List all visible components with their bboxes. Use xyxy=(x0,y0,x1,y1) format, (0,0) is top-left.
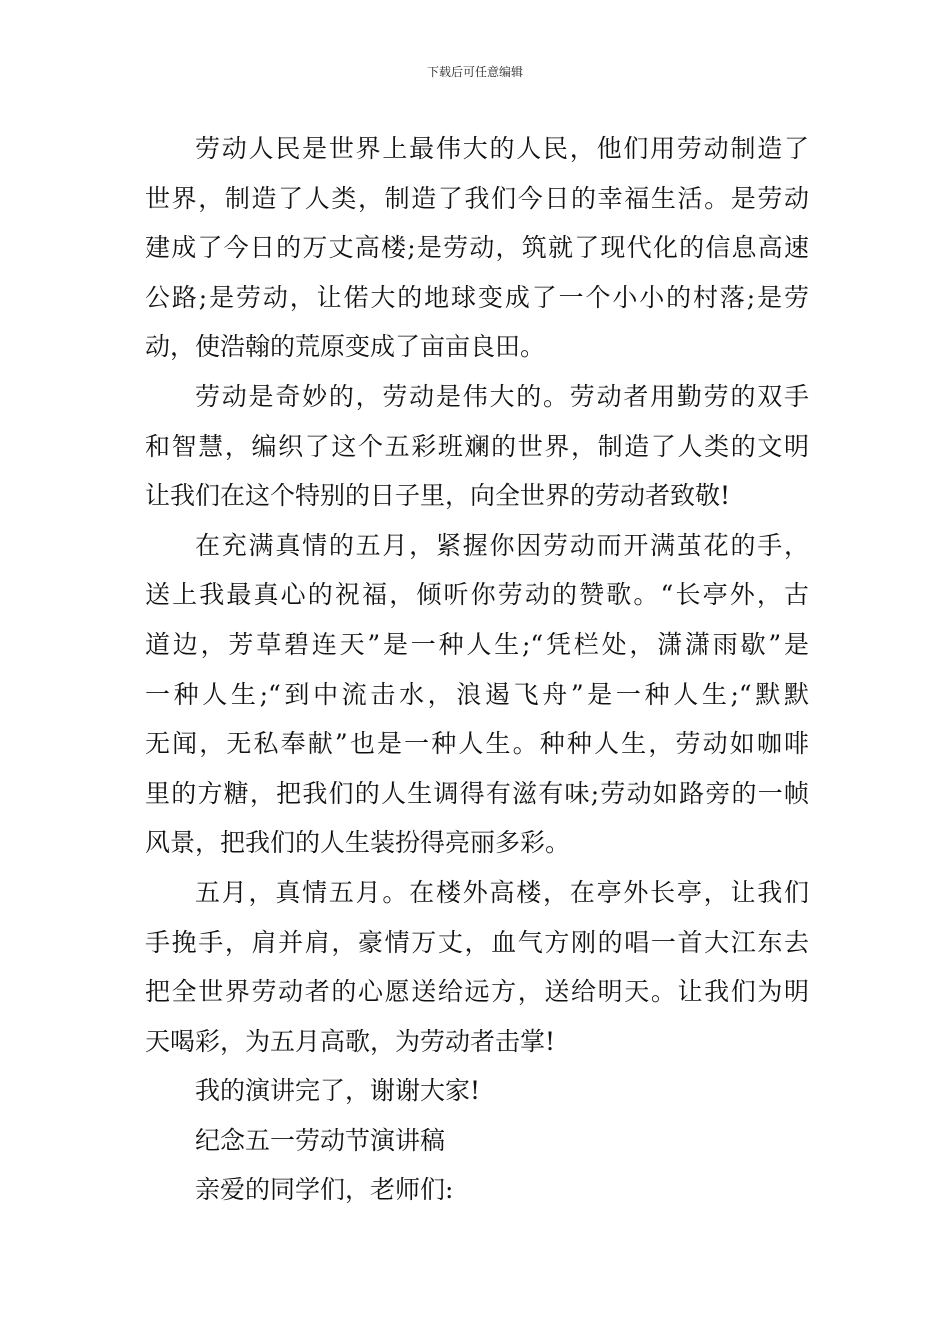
text-line: 把全世界劳动者的心愿送给远方，送给明天。让我们为明 xyxy=(145,977,809,1007)
text-line: 让我们在这个特别的日子里，向全世界的劳动者致敬! xyxy=(145,481,731,511)
text-line: 劳动是奇妙的，劳动是伟大的。劳动者用勤劳的双手 xyxy=(195,381,809,411)
text-line: 公路;是劳动，让偌大的地球变成了一个小小的村落;是劳 xyxy=(145,282,809,312)
text-line: 一种人生;“到中流击水，浪遏飞舟”是一种人生;“默默 xyxy=(145,679,809,709)
text-line: 五月，真情五月。在楼外高楼，在亭外长亭，让我们 xyxy=(195,877,809,907)
text-line: 道边，芳草碧连天”是一种人生;“凭栏处，潇潇雨歇”是 xyxy=(145,629,809,659)
page-header: 下载后可任意编辑 xyxy=(426,65,523,79)
text-line: 天喝彩，为五月高歌，为劳动者击掌! xyxy=(145,1026,556,1056)
salutation: 亲爱的同学们，老师们: xyxy=(195,1175,454,1205)
text-line: 送上我最真心的祝福，倾听你劳动的赞歌。“长亭外，古 xyxy=(145,580,809,610)
text-line: 和智慧，编织了这个五彩班斓的世界，制造了人类的文明 xyxy=(145,431,809,461)
text-line: 无闻，无私奉献”也是一种人生。种种人生，劳动如咖啡 xyxy=(145,729,809,759)
document-body xyxy=(145,124,809,1215)
text-line: 在充满真情的五月，紧握你因劳动而开满茧花的手， xyxy=(195,530,809,560)
text-line: 建成了今日的万丈高楼;是劳动，筑就了现代化的信息高速 xyxy=(145,233,809,263)
text-line: 动，使浩翰的荒原变成了亩亩良田。 xyxy=(145,332,546,362)
text-line: 我的演讲完了，谢谢大家! xyxy=(195,1076,481,1106)
text-line: 劳动人民是世界上最伟大的人民，他们用劳动制造了 xyxy=(195,134,809,163)
text-line: 风景，把我们的人生装扮得亮丽多彩。 xyxy=(145,828,571,858)
text-line: 里的方糖，把我们的人生调得有滋有味;劳动如路旁的一帧 xyxy=(145,778,809,808)
text-line: 世界，制造了人类，制造了我们今日的幸福生活。是劳动 xyxy=(145,183,809,213)
text-line: 手挽手，肩并肩，豪情万丈，血气方刚的唱一首大江东去 xyxy=(145,927,809,957)
section-title: 纪念五一劳动节演讲稿 xyxy=(195,1125,446,1155)
